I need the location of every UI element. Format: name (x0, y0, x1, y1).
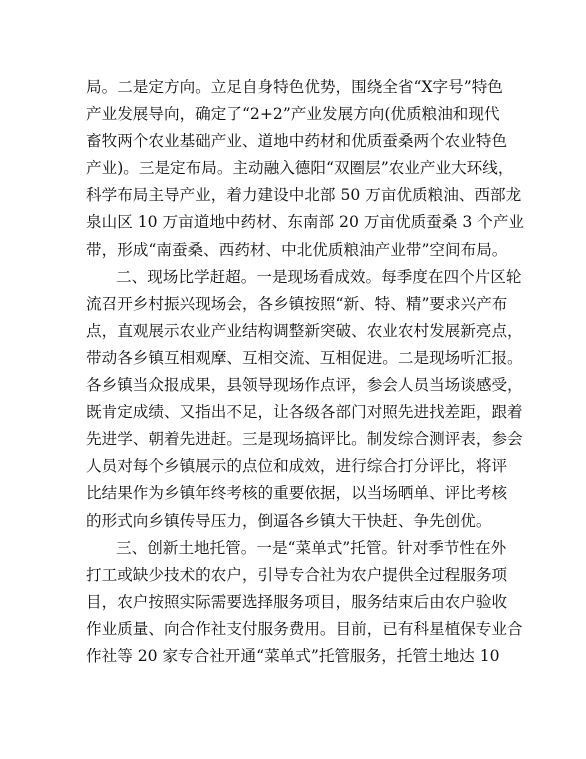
text-line: 产业)。三是定布局。主动融入德阳“双圈层”农业产业大环线， (86, 159, 514, 178)
text-line: 科学布局主导产业，着力建设中北部 50 万亩优质粮油、西部龙 (86, 186, 522, 205)
text-line: 带，形成“南蚕桑、西药材、中北优质粮油产业带”空间布局。 (86, 240, 508, 259)
text-line: 二、现场比学赶超。一是现场看成效。每季度在四个片区轮 (116, 267, 522, 286)
text-line: 带动各乡镇互相观摩、互相交流、互相促进。二是现场听汇报。 (86, 348, 523, 367)
text-line: 各乡镇当众报成果，县领导现场作点评，参会人员当场谈感受， (86, 376, 523, 395)
text-line: 先进学、朝着先进赶。三是现场搞评比。制发综合测评表，参会 (86, 430, 523, 449)
document-body (86, 74, 525, 670)
text-line: 作社等 20 家专合社开通“菜单式”托管服务，托管土地达 10 (86, 646, 500, 665)
text-line: 比结果作为乡镇年终考核的重要依据，以当场晒单、评比考核 (86, 484, 508, 503)
text-line: 点，直观展示农业产业结构调整新突破、农业农村发展新亮点， (86, 321, 523, 340)
text-line: 产业发展导向，确定了“2+2”产业发展方向(优质粮油和现代 (86, 105, 500, 124)
paragraph-3 (86, 535, 523, 670)
text-line: 目，农户按照实际需要选择服务项目，服务结束后由农户验收 (86, 592, 508, 611)
paragraph-1 (86, 74, 525, 264)
text-line: 人员对每个乡镇展示的点位和成效，进行综合打分评比，将评 (86, 457, 508, 476)
text-line: 三、创新土地托管。一是“菜单式”托管。针对季节性在外 (116, 538, 507, 557)
text-line: 既肯定成绩、又指出不足，让各级各部门对照先进找差距，跟着 (86, 403, 523, 422)
text-line: 打工或缺少技术的农户，引导专合社为农户提供全过程服务项 (86, 565, 508, 584)
text-line: 的形式向乡镇传导压力，倒逼各乡镇大干快赶、争先创优。 (86, 511, 492, 530)
text-line: 作业质量、向合作社支付服务费用。目前，已有科星植保专业合 (86, 619, 523, 638)
text-line: 局。二是定方向。立足自身特色优势，围绕全省“X字号”特色 (86, 78, 503, 96)
text-line: 畜牧两个农业基础产业、道地中药材和优质蚕桑两个农业特色 (86, 132, 508, 151)
paragraph-2 (86, 264, 523, 535)
text-line: 泉山区 10 万亩道地中药材、东南部 20 万亩优质蚕桑 3 个产业 (86, 213, 525, 232)
text-line: 流召开乡村振兴现场会，各乡镇按照“新、特、精”要求兴产布 (86, 294, 508, 313)
